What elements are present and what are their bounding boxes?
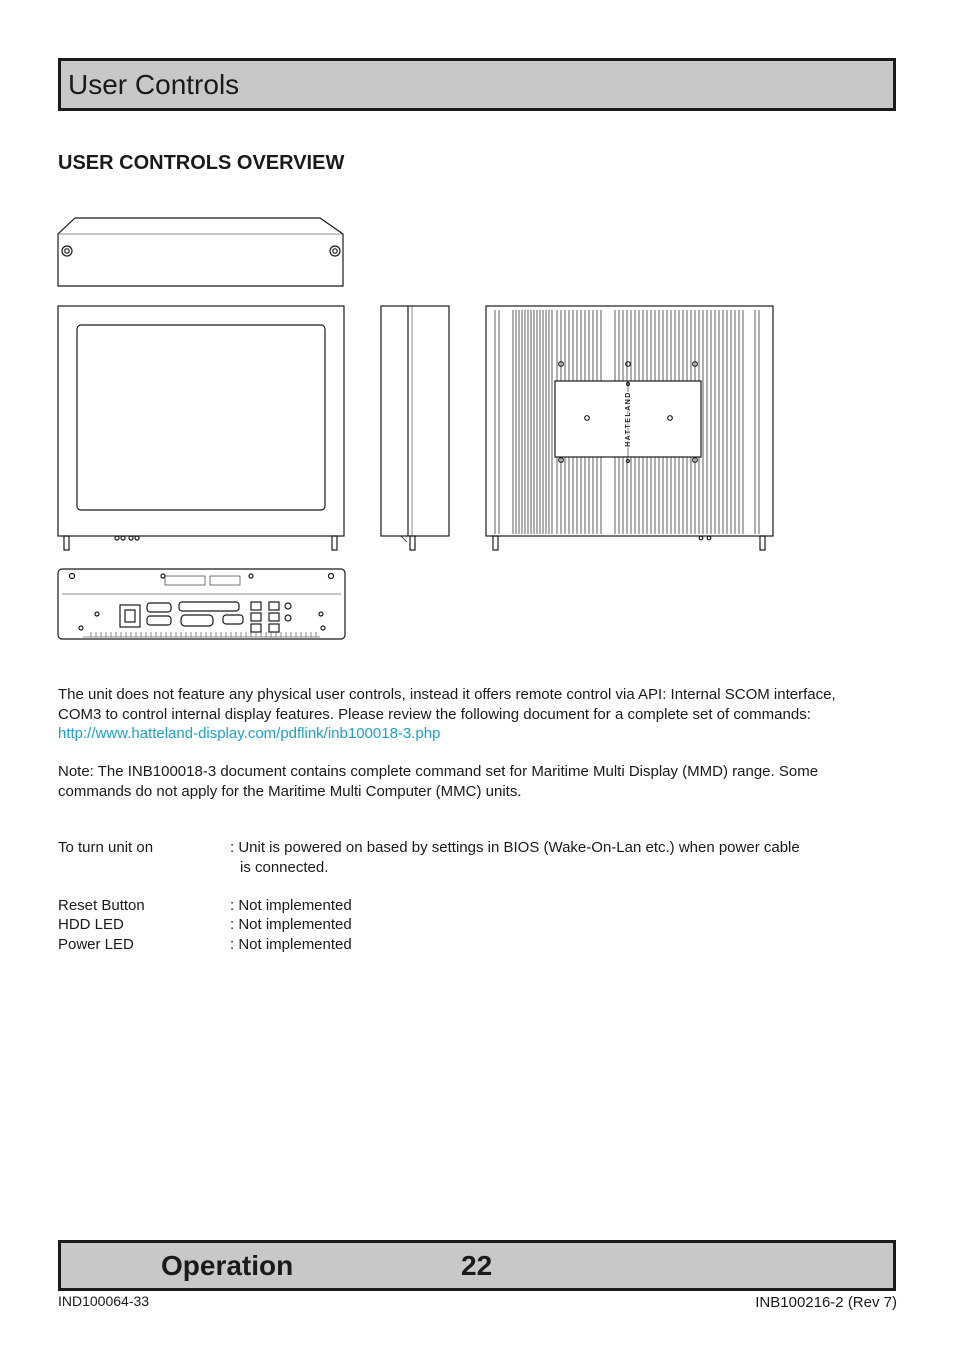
control-value-cont: is connected. bbox=[240, 859, 329, 876]
doc-id-left: IND100064-33 bbox=[58, 1293, 150, 1309]
technical-drawing bbox=[55, 212, 785, 644]
intro-line-2: COM3 to control internal display features. Please review the following document for a complete set of commands: bbox=[58, 705, 811, 723]
control-value: : Not implemented bbox=[230, 936, 352, 953]
note-paragraph bbox=[58, 762, 818, 801]
page-title: User Controls bbox=[68, 69, 240, 100]
page-number: 22 bbox=[461, 1250, 493, 1281]
header-bar bbox=[58, 58, 896, 111]
brand-label: HATTELAND bbox=[625, 391, 632, 447]
intro-line-1: The unit does not feature any physical user controls, instead it offers remote control via API: Internal SCOM interface, bbox=[58, 686, 836, 703]
control-value: : Not implemented bbox=[230, 916, 352, 933]
control-value: : Not implemented bbox=[230, 897, 352, 914]
control-label: Reset Button bbox=[58, 897, 145, 914]
control-label: HDD LED bbox=[58, 916, 124, 933]
front-view-drawing bbox=[58, 306, 344, 550]
side-view-drawing bbox=[381, 306, 449, 550]
top-view-drawing bbox=[58, 218, 343, 286]
section-heading: USER CONTROLS OVERVIEW bbox=[58, 152, 345, 174]
footer-bar bbox=[58, 1240, 896, 1291]
doc-id-right: INB100216-2 (Rev 7) bbox=[755, 1294, 897, 1311]
connector-panel-drawing bbox=[58, 569, 345, 639]
intro-paragraph bbox=[58, 685, 836, 744]
control-label: Power LED bbox=[58, 936, 134, 953]
note-line-1: Note: The INB100018-3 document contains complete command set for Maritime Multi Display (MMD) range. Some bbox=[58, 763, 819, 780]
note-line-2: commands do not apply for the Maritime Multi Computer (MMC) units. bbox=[58, 782, 522, 800]
command-doc-link[interactable]: http://www.hatteland-display.com/pdflink/inb100018-3.php bbox=[58, 725, 441, 742]
footer-section: Operation bbox=[161, 1250, 294, 1281]
control-label: To turn unit on bbox=[58, 839, 154, 856]
control-value: : Unit is powered on based by settings in BIOS (Wake-On-Lan etc.) when power cable bbox=[230, 839, 800, 856]
